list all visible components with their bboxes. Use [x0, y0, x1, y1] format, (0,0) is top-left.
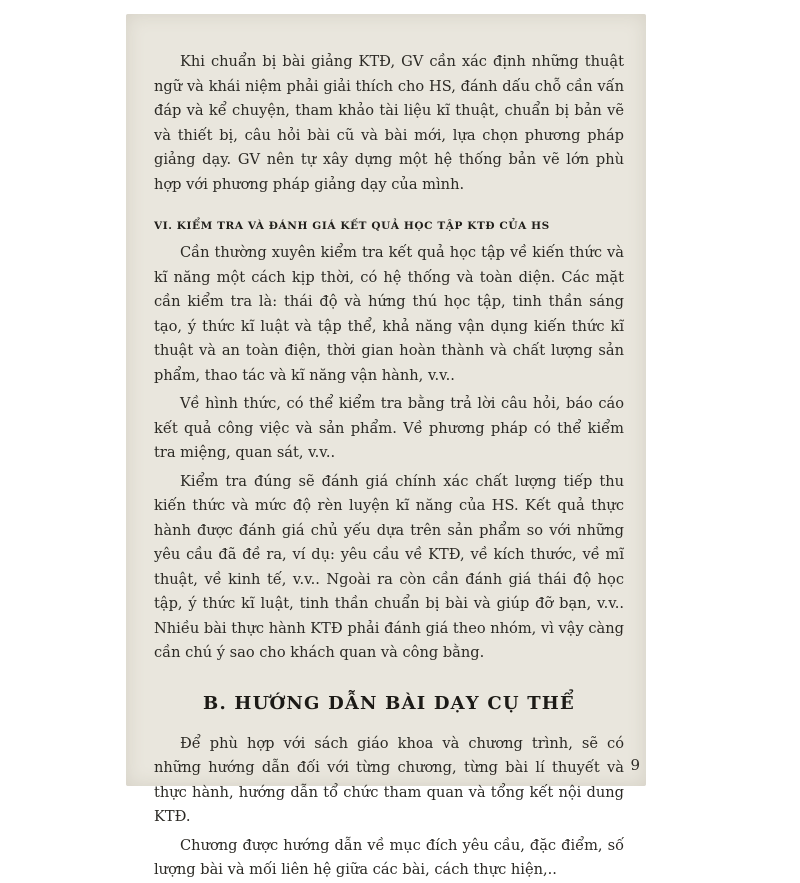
intro-paragraph: Khi chuẩn bị bài giảng KTĐ, GV cần xác định những thuật ngữ và khái niệm phải giải thích cho HS, đánh dấu chỗ cần vấn đáp và kể chuyện, tham khảo tài liệu kĩ thuật, chuẩn bị bản vẽ và thiết bị, câu hỏi bài cũ và bài mới, lựa chọn phương pháp giảng dạy. GV nên tự xây dựng một hệ thống bản vẽ lớn phù hợp với phương pháp giảng dạy của mình. [154, 53, 624, 193]
book-page-scan [126, 14, 646, 878]
section-vi-paragraph-3: Kiểm tra đúng sẽ đánh giá chính xác chất lượng tiếp thu kiến thức và mức độ rèn luyện kĩ năng của HS. Kết quả thực hành được đánh giá chủ yếu dựa trên sản phẩm so với những yêu cầu đã đề ra, ví dụ: yêu cầu về KTĐ, về kích thước, về mĩ thuật, về kinh tế, v.v.. Ngoài ra còn cần đánh giá thái độ học tập, ý thức kĩ luật, tinh thần chuẩn bị bài và giúp đỡ bạn, v.v.. Nhiều bài thực hành KTĐ phải đánh giá theo nhóm, vì vậy càng cần chú ý sao cho khách quan và công bằng. [154, 472, 624, 661]
page-text-body [154, 42, 624, 878]
section-vi-heading: VI. KIỂM TRA VÀ ĐÁNH GIÁ KẾT QUẢ HỌC TẬP KTĐ CỦA HS [154, 220, 550, 232]
section-vi-paragraph-2: Về hình thức, có thể kiểm tra bằng trả lời câu hỏi, báo cáo kết quả công việc và sản phẩm. Về phương pháp có thể kiểm tra miệng, quan sát, v.v.. [154, 395, 624, 461]
part-b-heading: B. HƯỚNG DẪN BÀI DẠY CỤ THỂ [203, 692, 575, 714]
page-number: 9 [630, 756, 640, 774]
part-b-paragraph-2: Chương được hướng dẫn về mục đích yêu cầu, đặc điểm, số lượng bài và mối liên hệ giữa các bài, cách thực hiện,.. [154, 836, 624, 878]
section-vi-paragraph-1: Cần thường xuyên kiểm tra kết quả học tập về kiến thức và kĩ năng một cách kịp thời, có hệ thống và toàn diện. Các mặt cần kiểm tra là: thái độ và hứng thú học tập, tinh thần sáng tạo, ý thức kĩ luật và tập thể, khả năng vận dụng kiến thức kĩ thuật và an toàn điện, thời gian hoàn thành và chất lượng sản phẩm, thao tác và kĩ năng vận hành, v.v.. [154, 244, 624, 384]
part-b-paragraph-1: Để phù hợp với sách giáo khoa và chương trình, sẽ có những hướng dẫn đối với từng chương, từng bài lí thuyết và thực hành, hướng dẫn tổ chức tham quan và tổng kết nội dung KTĐ. [154, 734, 624, 825]
